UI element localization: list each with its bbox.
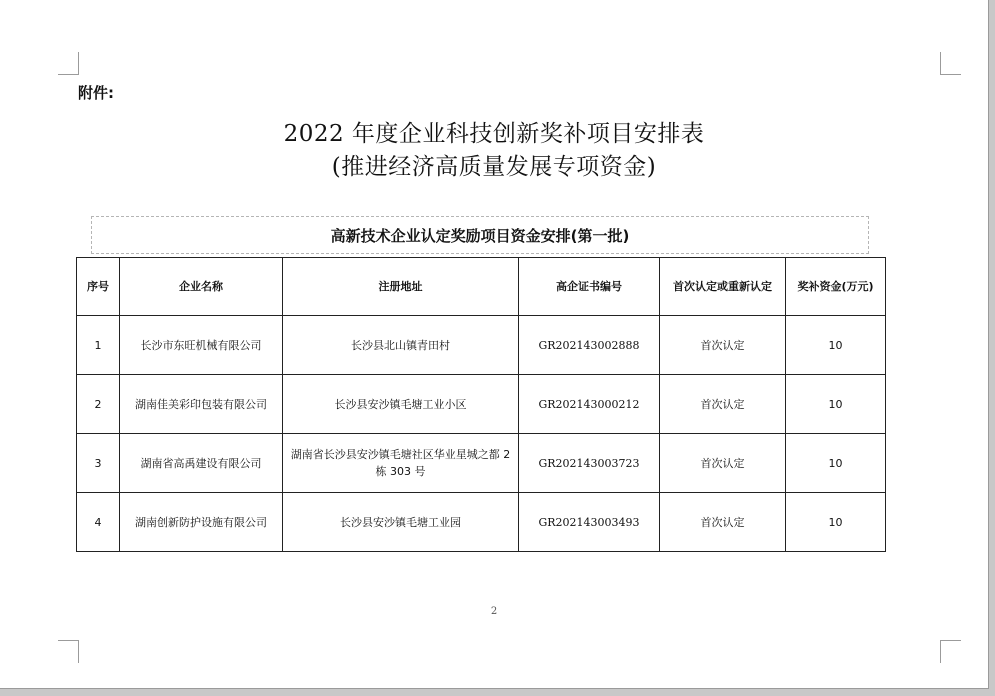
crop-mark-top-right <box>940 52 961 75</box>
cell-address: 长沙县北山镇青田村 <box>283 316 519 375</box>
funding-table <box>76 257 886 552</box>
cell-company: 湖南省高禹建设有限公司 <box>120 434 283 493</box>
table-row <box>77 434 886 493</box>
cell-company: 湖南创新防护设施有限公司 <box>120 493 283 552</box>
cell-address: 长沙县安沙镇毛塘工业园 <box>283 493 519 552</box>
cell-certificate: GR202143002888 <box>519 316 660 375</box>
table-row <box>77 375 886 434</box>
cell-index: 2 <box>77 375 120 434</box>
cell-funding: 10 <box>786 434 886 493</box>
cell-recognition: 首次认定 <box>660 434 786 493</box>
cell-index: 3 <box>77 434 120 493</box>
cell-recognition: 首次认定 <box>660 316 786 375</box>
cell-recognition: 首次认定 <box>660 375 786 434</box>
page-number: 2 <box>490 606 498 617</box>
header-certificate: 高企证书编号 <box>519 258 660 316</box>
cell-address: 湖南省长沙县安沙镇毛塘社区华业星城之都 2 栋 303 号 <box>283 434 519 493</box>
table-header-row <box>77 258 886 316</box>
crop-mark-bottom-left <box>58 640 79 663</box>
cell-index: 4 <box>77 493 120 552</box>
cell-address: 长沙县安沙镇毛塘工业小区 <box>283 375 519 434</box>
crop-mark-top-left <box>58 52 79 75</box>
cell-recognition: 首次认定 <box>660 493 786 552</box>
cell-index: 1 <box>77 316 120 375</box>
attachment-label: 附件: <box>78 84 114 102</box>
cell-company: 湖南佳美彩印包装有限公司 <box>120 375 283 434</box>
document-subtitle: (推进经济高质量发展专项资金) <box>331 154 657 180</box>
header-funding: 奖补资金(万元) <box>786 258 886 316</box>
cell-certificate: GR202143000212 <box>519 375 660 434</box>
table-row <box>77 493 886 552</box>
header-index: 序号 <box>77 258 120 316</box>
table-title: 高新技术企业认定奖励项目资金安排(第一批) <box>91 216 869 254</box>
cell-funding: 10 <box>786 316 886 375</box>
cell-certificate: GR202143003493 <box>519 493 660 552</box>
cell-certificate: GR202143003723 <box>519 434 660 493</box>
header-company: 企业名称 <box>120 258 283 316</box>
document-title: 2022 年度企业科技创新奖补项目安排表 <box>283 121 705 147</box>
header-recognition: 首次认定或重新认定 <box>660 258 786 316</box>
cell-funding: 10 <box>786 493 886 552</box>
cell-company: 长沙市东旺机械有限公司 <box>120 316 283 375</box>
table-row <box>77 316 886 375</box>
crop-mark-bottom-right <box>940 640 961 663</box>
header-address: 注册地址 <box>283 258 519 316</box>
cell-funding: 10 <box>786 375 886 434</box>
